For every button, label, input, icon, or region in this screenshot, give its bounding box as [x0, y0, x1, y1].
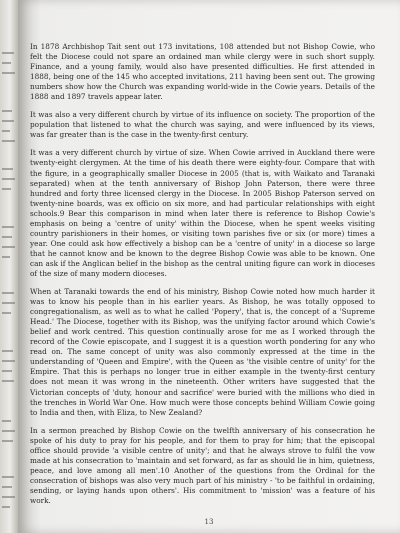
paragraph-church-influence: It was also a very different church by virtue of its influence on society. The proportion of the population that listened to what the church was saying, and were influenced by its views, was far greater than is the case in the twenty-first century. — [30, 110, 375, 140]
paragraph-consecration-sermon: In a sermon preached by Bishop Cowie on the twelfth anniversary of his consecration he spoke of his duty to pray for his people, and for them to pray for him; that the episcopal office should provide 'a visible centre of unity'; and that he always strove to fulfil the vow made at his consecration to 'maintain and set forward, as far as should lie in him, quietness, peace, and love among all men'.10 Another of the questions from the Ordinal for the consecration of bishops was also very much part of his ministry - 'to be faithful in ordaining, sending, or laying hands upon others'. His commitment to 'mission' was a feature of his work. — [30, 425, 375, 505]
page-body-text — [30, 42, 375, 514]
paragraph-church-size: It was a very different church by virtue of size. When Cowie arrived in Auckland there were twenty-eight clergymen. At the time of his death there were eighty-four. Compare that with the figure, in a geographically smaller Diocese in 2005 (that is, with Waikato and Taranaki separated) when at the tenth anniversary of Bishop John Paterson, there were three hundred and forty three licensed clergy in the Diocese. In 2005 Bishop Paterson served on twenty-nine boards, was ex officio on six more, and had particular relationships with eight schools.9 Bear this comparison in mind when later there is reference to Bishop Cowie's emphasis on being a 'centre of unity' within the Diocese, when he spent weeks visiting country parishioners in their homes, or visiting town parishes five or six (or more) times a year. One could ask how effectively a bishop can be a 'centre of unity' in a diocese so large that he cannot know and be known to the degree Bishop Cowie was able to be known. One can ask if the Anglican belief in the bishop as the central uniting figure can work in dioceses of the size of many modern dioceses. — [30, 148, 375, 278]
paragraph-taranaki-unity: When at Taranaki towards the end of his ministry, Bishop Cowie noted how much harder it was to know his people than in his earlier years. As Bishop, he was totally opposed to congregationalism, as well as to what he called 'Popery', that is, the concept of a 'Supreme Head.' The Diocese, together with its Bishop, was the unifying factor around which Cowie's belief and work centred. This question continually arose for me as I worked through the record of the Cowie episcopate, and I suggest it is a question worth pondering for any who read on. The same concept of unity was also commonly expressed at the time in the understanding of 'Queen and Empire', with the Queen as 'the visible centre of unity' for the Empire. That this is perhaps no longer true in either example in the twenty-first century does not mean it was wrong in the nineteenth. Other writers have suggested that the Victorian concepts of 'duty, honour and sacrifice' were buried with the millions who died in the trenches in World War One. How much were those concepts behind William Cowie going to India and then, with Eliza, to New Zealand? — [30, 287, 375, 417]
book-page — [18, 0, 400, 533]
facing-page-edge — [0, 0, 18, 533]
paragraph-lambeth-invitations: In 1878 Archbishop Tait sent out 173 invitations, 108 attended but not Bishop Cowie, who felt the Diocese could not spare an ordained man while clergy were in such short supply. Finance, and a young family, would also have presented difficulties. He first attended in 1888, being one of the 145 who accepted invitations, 211 having been sent out. The growing numbers show how the Church was expanding world-wide in the Cowie years. Details of the 1888 and 1897 travels appear later. — [30, 42, 375, 102]
page-number: 13 — [204, 518, 214, 526]
